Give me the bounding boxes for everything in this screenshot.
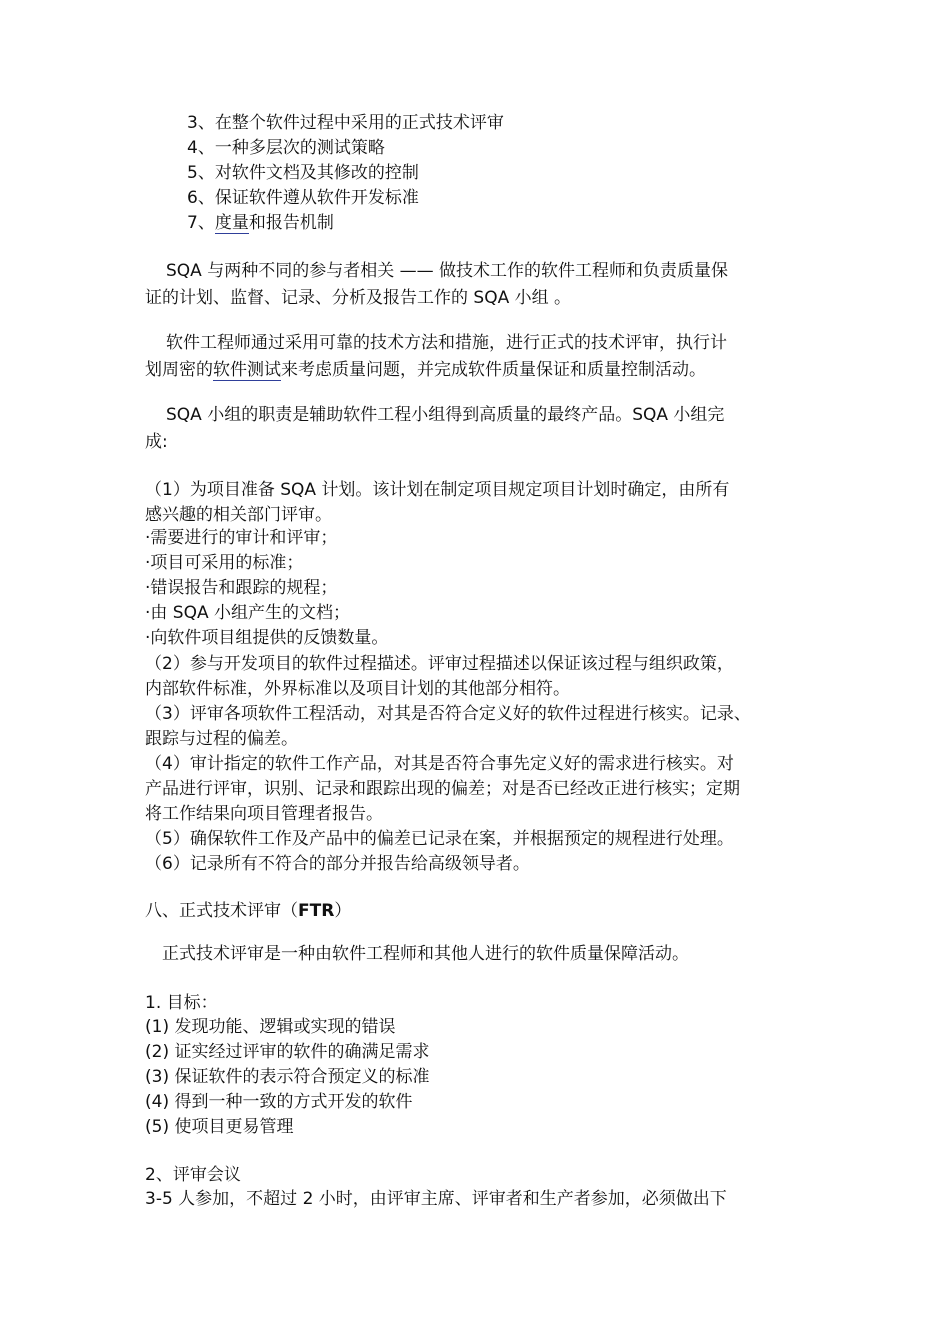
list-item: 6、保证软件遵从软件开发标准 [187,188,419,208]
list-item: 4、一种多层次的测试策略 [187,138,385,158]
paragraph-line: SQA 小组的职责是辅助软件工程小组得到高质量的最终产品。SQA 小组完 [166,405,725,425]
duty-bullet: ·由 SQA 小组产生的文档； [145,603,351,623]
duty-line: 感兴趣的相关部门评审。 [145,505,332,525]
paragraph-line: SQA 与两种不同的参与者相关 —— 做技术工作的软件工程师和负责质量保 [166,261,729,281]
goal-item: (5) 使项目更易管理 [145,1117,294,1137]
goal-item: (3) 保证软件的表示符合预定义的标准 [145,1067,430,1087]
duty-line: （6）记录所有不符合的部分并报告给高级领导者。 [145,854,530,874]
duty-bullet: ·需要进行的审计和评审； [145,528,338,548]
metrics-link[interactable]: 度量 [214,213,249,233]
duty-line: （3）评审各项软件工程活动，对其是否符合定义好的软件过程进行核实。记录、 [145,704,751,724]
software-testing-link[interactable]: 软件测试 [213,360,281,380]
meeting-title: 2、评审会议 [145,1165,241,1185]
paragraph-line: 划周密的软件测试来考虑质量问题，并完成软件质量保证和质量控制活动。 [145,360,706,380]
paragraph-line: 软件工程师通过采用可靠的技术方法和措施，进行正式的技术评审，执行计 [166,333,727,353]
list-item: 3、在整个软件过程中采用的正式技术评审 [187,113,504,133]
duty-line: （2）参与开发项目的软件过程描述。评审过程描述以保证该过程与组织政策， [145,654,734,674]
paragraph-line: 成: [145,432,168,452]
duty-bullet: ·项目可采用的标准； [145,553,304,573]
duty-line: 产品进行评审，识别、记录和跟踪出现的偏差；对是否已经改正进行核实；定期 [145,779,740,799]
list-item: 5、对软件文档及其修改的控制 [187,163,419,183]
duty-bullet: ·向软件项目组提供的反馈数量。 [145,628,389,648]
duty-line: （4）审计指定的软件工作产品，对其是否符合事先定义好的需求进行核实。对 [145,754,734,774]
duty-bullet: ·错误报告和跟踪的规程； [145,578,338,598]
duty-line: （1）为项目准备 SQA 计划。该计划在制定项目规定项目计划时确定，由所有 [145,480,730,500]
duty-line: （5）确保软件工作及产品中的偏差已记录在案，并根据预定的规程进行处理。 [145,829,734,849]
section-heading: 八、正式技术评审（FTR） [145,901,352,921]
paragraph-line: 3-5 人参加，不超过 2 小时，由评审主席、评审者和生产者参加，必须做出下 [145,1189,727,1209]
goal-item: (1) 发现功能、逻辑或实现的错误 [145,1017,396,1037]
paragraph-line: 正式技术评审是一种由软件工程师和其他人进行的软件质量保障活动。 [162,944,689,964]
goal-item: (2) 证实经过评审的软件的确满足需求 [145,1042,430,1062]
goal-item: (4) 得到一种一致的方式开发的软件 [145,1092,413,1112]
duty-line: 内部软件标准，外界标准以及项目计划的其他部分相符。 [145,679,570,699]
duty-line: 将工作结果向项目管理者报告。 [145,804,383,824]
duty-line: 跟踪与过程的偏差。 [145,729,298,749]
paragraph-line: 证的计划、监督、记录、分析及报告工作的 SQA 小组 。 [145,288,572,308]
goals-title: 1. 目标： [145,993,218,1013]
list-item: 7、度量和报告机制 [187,213,334,233]
